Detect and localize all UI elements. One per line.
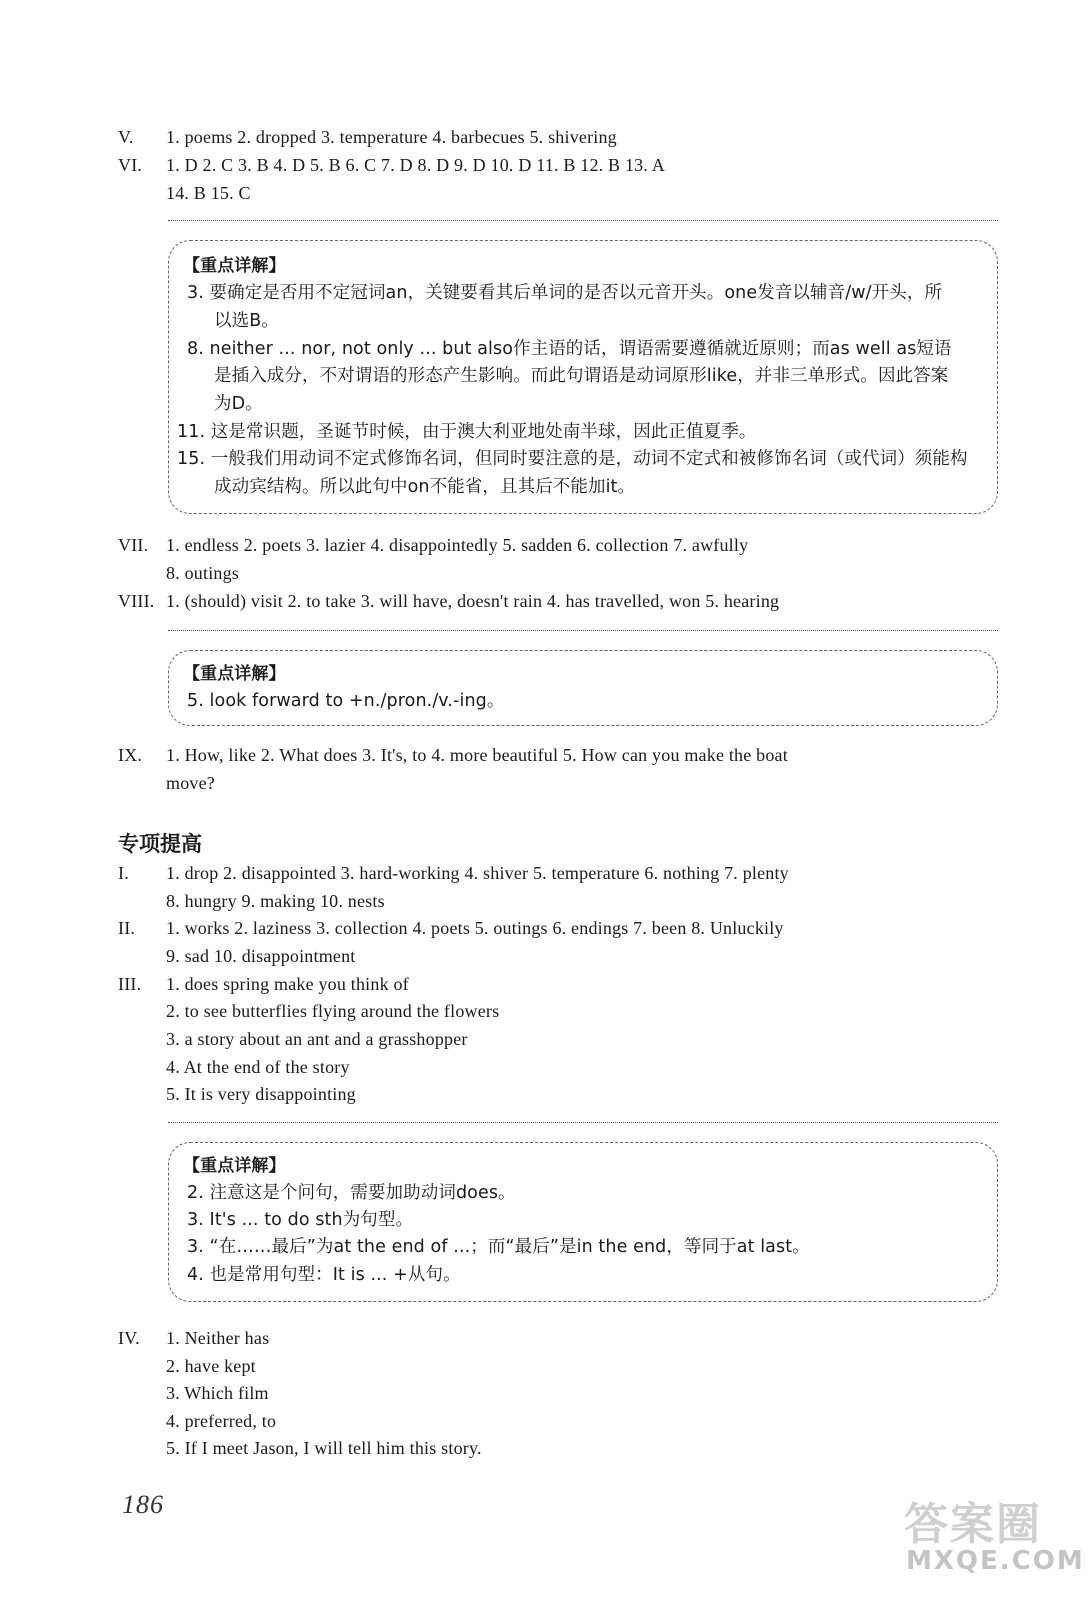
note-line: 3. 要确定是否用不定冠词an，关键要看其后单词的是否以元音开头。one发音以辅音/w/开头，所 [187, 283, 943, 303]
page-number: 186 [122, 1490, 164, 1519]
note-heading: 【重点详解】 [183, 1156, 286, 1176]
note-line: 为D。 [214, 394, 263, 414]
answer-text: 4. At the end of the story [166, 1057, 350, 1077]
roman-numeral: VI. [118, 155, 143, 175]
roman-numeral: VIII. [118, 591, 155, 611]
answer-text: 8. hungry 9. making 10. nests [166, 891, 385, 911]
answer-text: 1. drop 2. disappointed 3. hard-working 4. shiver 5. temperature 6. nothing 7. plenty [166, 863, 789, 883]
note-line: 11. 这是常识题，圣诞节时候，由于澳大利亚地处南半球，因此正值夏季。 [177, 422, 757, 442]
answer-text: 1. Neither has [166, 1328, 270, 1348]
section-title: 专项提高 [118, 832, 202, 856]
watermark-logo [900, 1488, 1085, 1588]
roman-numeral: I. [118, 863, 129, 883]
answer-text: 2. have kept [166, 1356, 256, 1376]
dotted-divider [168, 1122, 998, 1123]
roman-numeral: IV. [118, 1328, 140, 1348]
roman-numeral: IX. [118, 745, 143, 765]
answer-text: 1. D 2. C 3. B 4. D 5. B 6. C 7. D 8. D 9. D 10. D 11. B 12. B 13. A [166, 155, 665, 175]
dotted-divider [168, 220, 998, 221]
note-line: 2. 注意这是个问句，需要加助动词does。 [187, 1183, 516, 1203]
note-line: 5. look forward to +n./pron./v.-ing。 [187, 691, 505, 711]
note-line: 以选B。 [214, 311, 279, 331]
key-explanation-box [168, 650, 998, 726]
answer-text: 1. (should) visit 2. to take 3. will have, doesn't rain 4. has travelled, won 5. hearing [166, 591, 780, 611]
watermark-text-top: 答案圈 [904, 1499, 1042, 1550]
note-heading: 【重点详解】 [183, 256, 286, 276]
answer-text: 9. sad 10. disappointment [166, 946, 356, 966]
note-line: 是插入成分，不对谓语的形态产生影响。而此句谓语是动词原形like，并非三单形式。因此答案 [214, 366, 949, 386]
answer-text: 5. If I meet Jason, I will tell him this story. [166, 1438, 482, 1458]
key-explanation-box [168, 1142, 998, 1302]
note-line: 4. 也是常用句型：It is ... +从句。 [187, 1265, 461, 1285]
answer-text: 3. Which film [166, 1383, 269, 1403]
answer-text: 1. poems 2. dropped 3. temperature 4. barbecues 5. shivering [166, 127, 617, 147]
roman-numeral: III. [118, 974, 142, 994]
answer-text: 1. endless 2. poets 3. lazier 4. disappointedly 5. sadden 6. collection 7. awfully [166, 535, 749, 555]
roman-numeral: VII. [118, 535, 149, 555]
answer-text: 8. outings [166, 563, 240, 583]
answer-text: 4. preferred, to [166, 1411, 277, 1431]
note-line: 成动宾结构。所以此句中on不能省，且其后不能加it。 [214, 477, 636, 497]
note-heading: 【重点详解】 [183, 664, 286, 684]
note-line: 3. “在……最后”为at the end of ...；而“最后”是in the end，等同于at last。 [187, 1237, 810, 1257]
answer-text: 14. B 15. C [166, 183, 251, 203]
key-explanation-box [168, 240, 998, 514]
answer-text: 2. to see butterflies flying around the flowers [166, 1001, 500, 1021]
answer-text: 3. a story about an ant and a grasshopper [166, 1029, 468, 1049]
answer-text: 1. How, like 2. What does 3. It's, to 4. more beautiful 5. How can you make the boat [166, 745, 788, 765]
answer-text: 1. does spring make you think of [166, 974, 409, 994]
roman-numeral: II. [118, 918, 136, 938]
watermark-text-bottom: MXQE.COM [906, 1546, 1085, 1576]
roman-numeral: V. [118, 127, 134, 147]
dotted-divider [168, 630, 998, 631]
note-line: 15. 一般我们用动词不定式修饰名词，但同时要注意的是，动词不定式和被修饰名词（或代词）须能构 [177, 449, 968, 469]
answer-text: 5. It is very disappointing [166, 1084, 356, 1104]
answer-text: 1. works 2. laziness 3. collection 4. poets 5. outings 6. endings 7. been 8. Unluckily [166, 918, 784, 938]
note-line: 3. It's ... to do sth为句型。 [187, 1210, 414, 1230]
answer-text: move? [166, 773, 215, 793]
note-line: 8. neither ... nor, not only ... but also作主语的话，谓语需要遵循就近原则；而as well as短语 [187, 339, 952, 359]
